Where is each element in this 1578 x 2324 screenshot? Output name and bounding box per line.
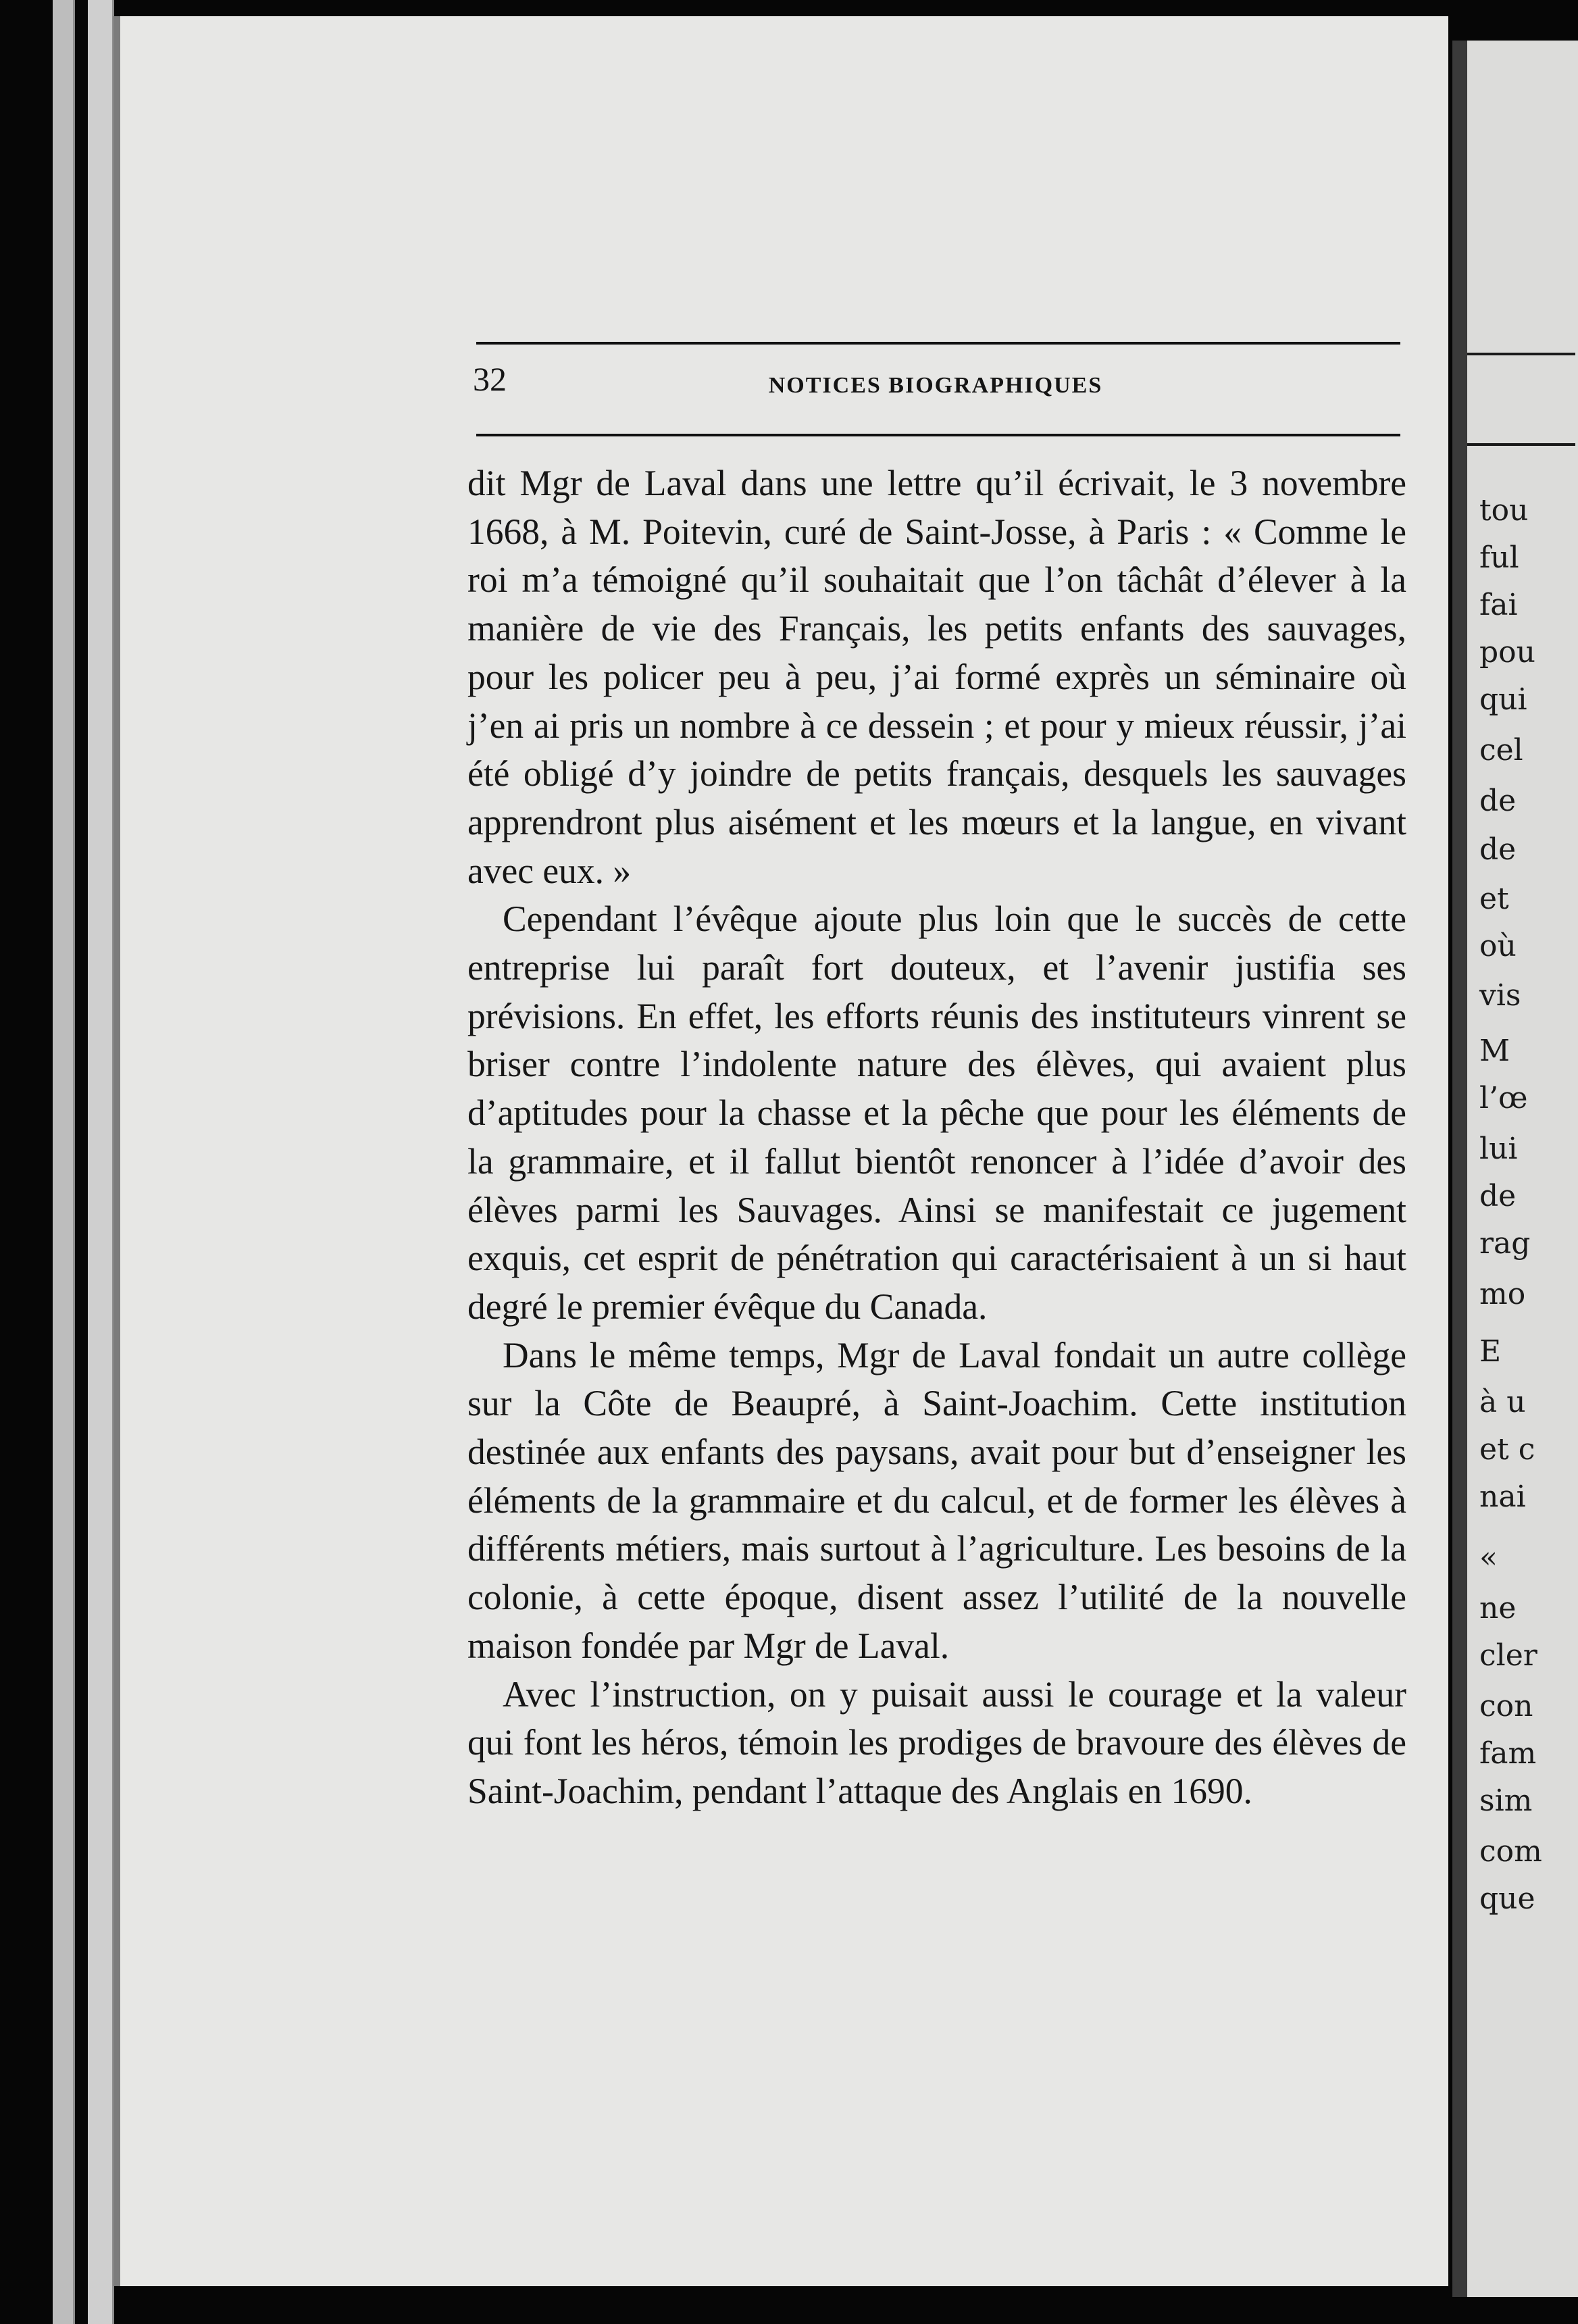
next-page-text-fragment: cler xyxy=(1479,1638,1537,1673)
next-page-text-fragment: ne xyxy=(1479,1591,1517,1625)
next-page-text-fragment: rag xyxy=(1479,1226,1531,1261)
next-page-rule xyxy=(1467,443,1575,446)
next-page-text-fragment: et xyxy=(1479,882,1509,916)
next-page-text-fragment: E xyxy=(1479,1334,1502,1369)
next-page-text-fragment: de xyxy=(1479,832,1517,867)
next-page-text-fragment: fai xyxy=(1479,588,1518,622)
next-page-text-fragment: de xyxy=(1479,784,1517,818)
next-page-text-fragment: pou xyxy=(1479,635,1535,670)
next-page-text-fragment: M xyxy=(1479,1034,1510,1068)
next-page-text-fragment: que xyxy=(1479,1881,1535,1916)
next-page-text-fragment: « xyxy=(1479,1540,1498,1575)
page-body xyxy=(467,459,1406,1816)
next-page-text-fragment: ful xyxy=(1479,540,1519,575)
running-head: NOTICES BIOGRAPHIQUES xyxy=(768,373,1103,398)
next-page-text-fragment: nai xyxy=(1479,1480,1526,1514)
next-page-text-fragment: qui xyxy=(1479,682,1527,717)
page-edge xyxy=(53,0,75,2324)
next-page-text-fragment: et c xyxy=(1479,1432,1535,1467)
next-page-text-fragment: de xyxy=(1479,1179,1517,1213)
header-rule-top xyxy=(476,342,1400,345)
next-page-text-fragment: cel xyxy=(1479,733,1523,767)
next-page-text-fragment: l’œ xyxy=(1479,1081,1528,1115)
next-page-text-fragment: con xyxy=(1479,1689,1533,1723)
next-page-text-fragment: où xyxy=(1479,929,1517,963)
page-header xyxy=(473,353,1398,407)
paragraph: Cependant l’évêque ajoute plus loin que le succès de cette entreprise lui paraît fort douteux, et l’avenir justifia ses prévisions. En effet, les efforts réunis des instituteurs vinrent se briser contre l’indolente nature des élèves, qui avaient plus d’aptitudes pour la chasse et la pêche que pour les éléments de la grammaire, et il fallut bientôt renoncer à l’idée d’avoir des élèves parmi les Sauvages. Ainsi se manifestait ce jugement exquis, cet esprit de pénétration qui caractérisaient à un si haut degré le premier évêque du Canada. xyxy=(467,899,1406,1327)
next-page-text-fragment: mo xyxy=(1479,1277,1526,1311)
next-page-rule xyxy=(1467,353,1575,355)
next-page-edge xyxy=(1452,41,1578,2297)
next-page-text-fragment: fam xyxy=(1479,1736,1537,1771)
paragraph: Avec l’instruction, on y puisait aussi le courage et la valeur qui font les héros, témoin les prodiges de bravoure des élèves de Saint-Joachim, pendant l’attaque des Anglais en 1690. xyxy=(467,1673,1406,1811)
paragraph: Dans le même temps, Mgr de Laval fondait un autre collège sur la Côte de Beaupré, à Saint-Joachim. Cette institution destinée aux enfants des paysans, avait pour but d’enseigner les éléments de la grammaire et du calcul, et de former les élèves à différents métiers, mais surtout à l’agriculture. Les besoins de la colonie, à cette époque, disent assez l’utilité de la nouvelle maison fondée par Mgr de Laval. xyxy=(467,1334,1406,1666)
next-page-text-fragment: sim xyxy=(1479,1784,1533,1818)
page-number: 32 xyxy=(473,360,507,398)
page-edge xyxy=(88,0,114,2324)
header-rule-bottom xyxy=(476,434,1400,436)
next-page-text-fragment: lui xyxy=(1479,1132,1518,1166)
next-page-text-fragment: vis xyxy=(1479,978,1521,1013)
next-page-text-fragment: com xyxy=(1479,1834,1542,1869)
next-page-text-fragment: à u xyxy=(1479,1385,1526,1419)
paragraph-continued: dit Mgr de Laval dans une lettre qu’il écrivait, le 3 novembre 1668, à M. Poitevin, curé de Saint-Josse, à Paris : « Comme le roi m’a témoigné qu’il souhaitait que l’on tâchât d’élever à la manière de vie des Français, les petits enfants des sauvages, pour les policer peu à peu, j’ai formé exprès un séminaire où j’en ai pris un nombre à ce dessein ; et pour y mieux réussir, j’ai été obligé d’y joindre de petits français, desquels les sauvages apprendront plus aisément et les mœurs et la langue, en vivant avec eux. » xyxy=(467,463,1406,891)
next-page-text-fragment: tou xyxy=(1479,493,1529,528)
